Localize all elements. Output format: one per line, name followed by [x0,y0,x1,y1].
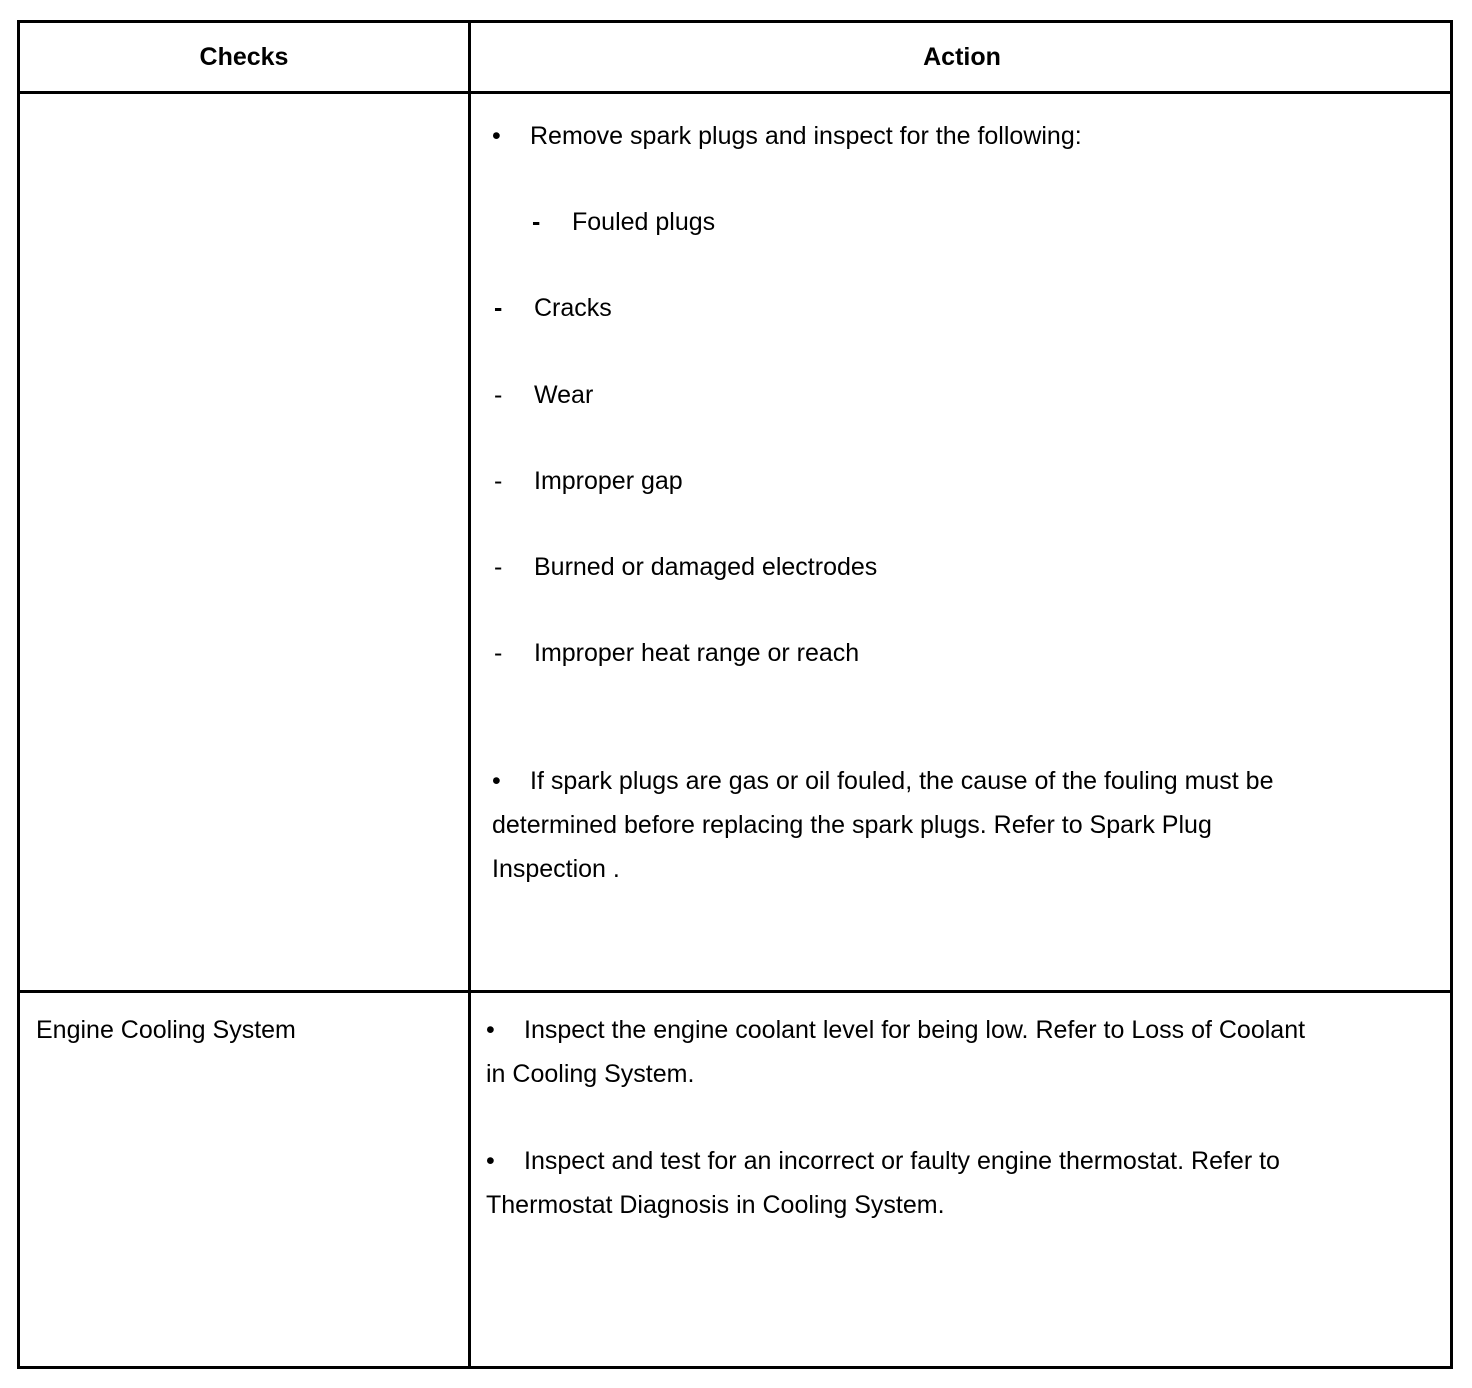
dash-icon: - [494,553,503,581]
bullet-icon: • [486,1147,495,1175]
dash-icon: - [494,294,503,322]
sub-item-text: Improper gap [534,467,683,495]
action-text: If spark plugs are gas or oil fouled, the cause of the fouling must be determined before replacing the spark plugs. Refer to Spark Plug Inspection . [492,767,1274,883]
action-bullet-spark-plugs [492,121,1082,151]
action-bullet-thermostat [486,1139,1326,1227]
sub-item-wear [494,380,593,410]
dash-icon: - [494,381,503,409]
checks-action-table [17,20,1453,1369]
sub-item-text: Wear [534,381,594,409]
header-divider [20,91,1450,94]
sub-item-text: Cracks [534,294,612,322]
column-divider [468,23,471,1366]
sub-item-cracks [494,293,612,323]
check-engine-cooling-system: Engine Cooling System [36,1016,296,1044]
bullet-icon: • [486,1016,495,1044]
bullet-icon: • [492,767,501,795]
header-checks: Checks [199,42,289,71]
sub-item-heat-range [494,638,859,668]
header-action: Action [923,42,1001,71]
sub-item-text: Improper heat range or reach [534,639,860,667]
dash-icon: - [494,467,503,495]
dash-icon: - [532,208,541,236]
action-text: Inspect and test for an incorrect or faulty engine thermostat. Refer to Thermostat Diagnosis in Cooling System. [486,1147,1280,1219]
action-bullet-coolant-level [486,1008,1326,1096]
action-bullet-fouled-cause [492,759,1332,891]
sub-item-fouled-plugs [532,207,715,237]
sub-item-text: Fouled plugs [572,208,716,236]
bullet-icon: • [492,122,501,150]
row-divider [20,990,1450,993]
action-text: Inspect the engine coolant level for being low. Refer to Loss of Coolant in Cooling System. [486,1016,1306,1088]
dash-icon: - [494,639,503,667]
sub-item-burned-electrodes [494,552,877,582]
sub-item-text: Burned or damaged electrodes [534,553,878,581]
sub-item-improper-gap [494,466,683,496]
action-text: Remove spark plugs and inspect for the following: [530,122,1082,150]
